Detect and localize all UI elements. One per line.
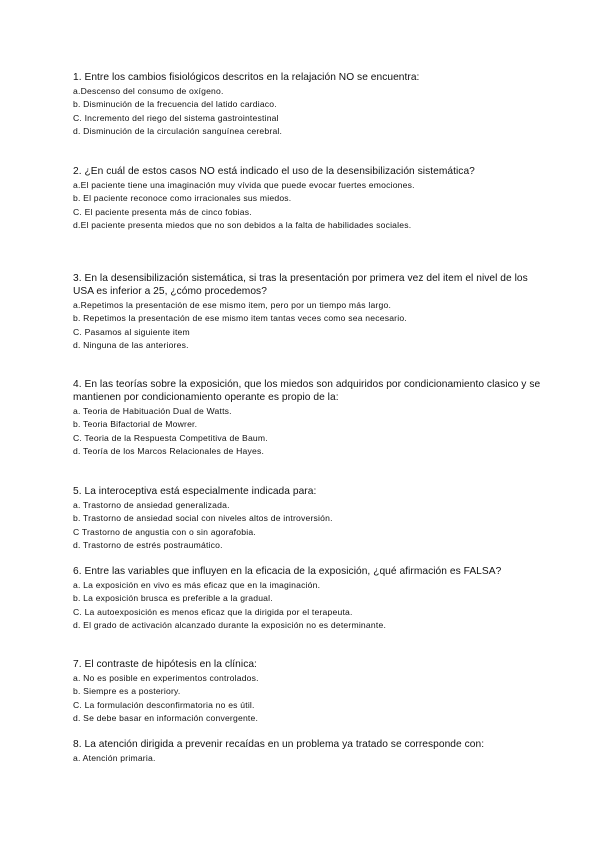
answer-option-b: b. Repetimos la presentación de ese mismo item tantas veces como sea necesario.	[73, 313, 407, 324]
question-1	[73, 71, 543, 139]
question-stem: 3. En la desensibilización sistemática, si tras la presentación por primera vez del item el nivel de los USA es inferior a 25, ¿cómo procedemos?	[73, 273, 528, 297]
answer-option-d: d.El paciente presenta miedos que no son debidos a la falta de habilidades sociales.	[73, 220, 412, 231]
question-stem: 8. La atención dirigida a prevenir recaídas en un problema ya tratado se corresponde con:	[73, 739, 485, 750]
answer-option-c: C. La autoexposición es menos eficaz que la dirigida por el terapeuta.	[73, 606, 353, 617]
answer-option-a: a.El paciente tiene una imaginación muy vívida que puede evocar fuertes emociones.	[73, 180, 415, 190]
question-stem: 2. ¿En cuál de estos casos NO está indicado el uso de la desensibilización sistemática?	[73, 166, 475, 177]
answer-option-a: a. Atención primaria.	[73, 753, 156, 763]
question-stem: 4. En las teorías sobre la exposición, que los miedos son adquiridos por condicionamiento clasico y se mantienen por condicionamiento operante es propio de la:	[73, 379, 541, 403]
answer-option-b: b. Siempre es a posteriory.	[73, 686, 181, 697]
answer-option-d: d. Trastorno de estrés postraumático.	[73, 540, 223, 551]
answer-option-b: b. Trastorno de ansiedad social con niveles altos de introversión.	[73, 513, 333, 524]
answer-option-a: a. La exposición en vivo es más eficaz que en la imaginación.	[73, 580, 321, 590]
answer-option-a: a. No es posible en experimentos controlados.	[73, 673, 259, 683]
answer-option-d: d. Disminución de la circulación sanguínea cerebral.	[73, 126, 283, 137]
question-2	[73, 165, 543, 233]
answer-option-c: C. Pasamos al siguiente item	[73, 326, 190, 337]
answer-option-a: a.Repetimos la presentación de ese mismo item, pero por un tiempo más largo.	[73, 300, 392, 310]
question-stem: 7. El contraste de hipótesis en la clínica:	[73, 659, 257, 670]
question-3	[73, 272, 543, 353]
answer-option-c: C. El paciente presenta más de cinco fobias.	[73, 206, 252, 217]
answer-option-d: d. Ninguna de las anteriores.	[73, 340, 189, 351]
answer-option-b: b. La exposición brusca es preferible a la gradual.	[73, 593, 273, 604]
answer-option-a: a. Trastorno de ansiedad generalizada.	[73, 500, 230, 510]
answer-option-c: C. Teoria de la Respuesta Competitiva de Baum.	[73, 432, 268, 443]
answer-option-a: a.Descenso del consumo de oxígeno.	[73, 86, 224, 96]
question-4	[73, 378, 543, 459]
answer-option-c: C. Incremento del riego del sistema gastrointestinal	[73, 112, 279, 123]
question-stem: 5. La interoceptiva está especialmente indicada para:	[73, 486, 317, 497]
answer-option-a: a. Teoria de Habituación Dual de Watts.	[73, 406, 232, 416]
answer-option-c: C. La formulación desconfirmatoria no es útil.	[73, 699, 255, 710]
answer-option-b: b. Teoria Bifactorial de Mowrer.	[73, 419, 198, 430]
question-5	[73, 485, 543, 553]
answer-option-b: b. El paciente reconoce como irracionales sus miedos.	[73, 193, 292, 204]
answer-option-b: b. Disminución de la frecuencia del latido cardiaco.	[73, 99, 277, 110]
answer-option-c: C Trastorno de angustia con o sin agorafobia.	[73, 526, 256, 537]
answer-option-d: d. Teoría de los Marcos Relacionales de Hayes.	[73, 446, 265, 457]
answer-option-d: d. Se debe basar en información convergente.	[73, 713, 259, 724]
answer-option-d: d. El grado de activación alcanzado durante la exposición no es determinante.	[73, 620, 387, 631]
question-stem: 6. Entre las variables que influyen en la eficacia de la exposición, ¿qué afirmación es FALSA?	[73, 566, 502, 577]
question-6	[73, 565, 543, 633]
question-stem: 1. Entre los cambios fisiológicos descritos en la relajación NO se encuentra:	[73, 72, 420, 83]
question-8	[73, 738, 543, 765]
question-7	[73, 658, 543, 726]
